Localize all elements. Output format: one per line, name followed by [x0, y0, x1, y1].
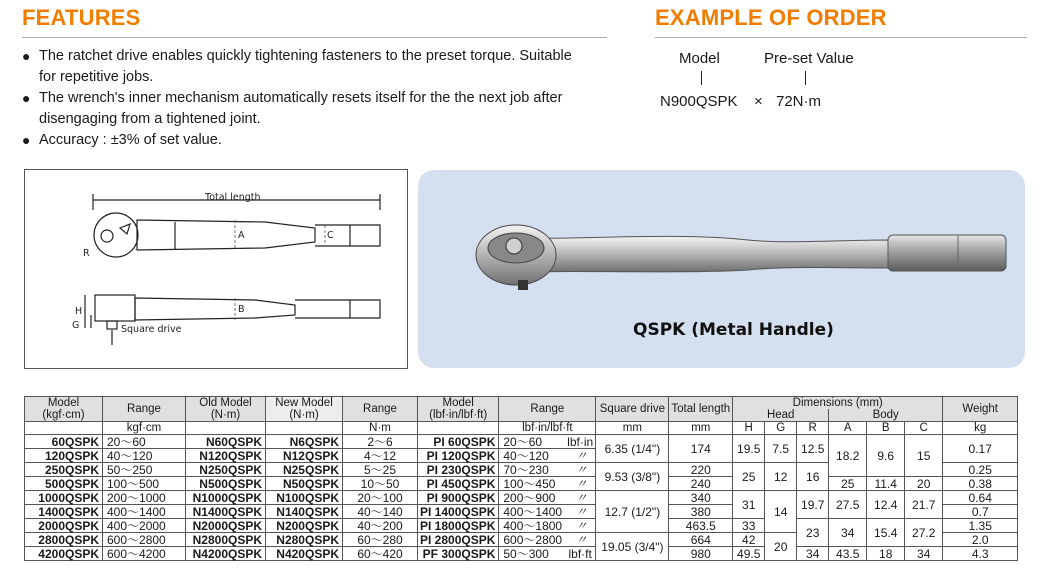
cell-a: 43.5 [829, 547, 867, 561]
cell-length: 664 [669, 533, 733, 547]
order-preset-connector [805, 71, 806, 85]
cell-range-nm: 4～12 [343, 449, 418, 463]
order-example [650, 48, 910, 118]
cell-h: 25 [733, 463, 765, 491]
cell-weight: 4.3 [943, 547, 1018, 561]
col-model: Model (kgf·cm) [25, 397, 103, 422]
cell-b: 15.4 [867, 519, 905, 547]
unit-cell: G [765, 422, 797, 435]
cell-lbf-model: PI 900QSPK [418, 491, 499, 505]
cell-length: 174 [669, 435, 733, 463]
cell-range: 200～1000 [103, 491, 186, 505]
cell-lbf-range: 400～1800 [499, 519, 565, 533]
cell-range-nm: 60～280 [343, 533, 418, 547]
cell-range: 100～500 [103, 477, 186, 491]
wrench-diagram [24, 169, 408, 369]
cell-lbf-unit: 〃 [565, 491, 596, 505]
total-length-label: Total length [205, 192, 261, 203]
cell-range-nm: 2～6 [343, 435, 418, 449]
cell-length: 980 [669, 547, 733, 561]
cell-lbf-range: 40～120 [499, 449, 565, 463]
order-model-label: Model [679, 50, 720, 67]
cell-c: 20 [905, 477, 943, 491]
bullet-icon: ● [22, 48, 31, 64]
product-photo-panel [418, 170, 1025, 368]
col-new-model: New Model (N·m) [266, 397, 343, 422]
cell-length: 220 [669, 463, 733, 477]
cell-range-nm: 5～25 [343, 463, 418, 477]
cell-new-model: N25QSPK [266, 463, 343, 477]
cell-r: 19.7 [797, 491, 829, 519]
cell-length: 340 [669, 491, 733, 505]
cell-range-nm: 40～200 [343, 519, 418, 533]
unit-cell: A [829, 422, 867, 435]
unit-cell: C [905, 422, 943, 435]
cell-range: 400～2000 [103, 519, 186, 533]
cell-old-model: N1000QSPK [186, 491, 266, 505]
cell-lbf-model: PI 450QSPK [418, 477, 499, 491]
cell-h: 42 [733, 533, 765, 547]
cell-model: 2000QSPK [25, 519, 103, 533]
cell-lbf-range: 400～1400 [499, 505, 565, 519]
cell-r: 12.5 [797, 435, 829, 463]
cell-range: 600～2800 [103, 533, 186, 547]
cell-lbf-model: PI 60QSPK [418, 435, 499, 449]
col-body: Body [829, 409, 943, 422]
cell-old-model: N1400QSPK [186, 505, 266, 519]
unit-cell [418, 422, 499, 435]
cell-weight: 1.35 [943, 519, 1018, 533]
cell-range: 40～120 [103, 449, 186, 463]
cell-lbf-unit: 〃 [565, 463, 596, 477]
cell-new-model: N50QSPK [266, 477, 343, 491]
dim-r-label: R [83, 248, 90, 259]
cell-old-model: N500QSPK [186, 477, 266, 491]
dim-b-label: B [238, 304, 245, 315]
col-old-model: Old Model (N·m) [186, 397, 266, 422]
cell-square-drive: 19.05 (3/4") [596, 533, 669, 561]
cell-b: 18 [867, 547, 905, 561]
cell-r: 34 [797, 547, 829, 561]
unit-cell: mm [669, 422, 733, 435]
col-range-nm: Range [343, 397, 418, 422]
table-row [25, 435, 1018, 449]
dim-c-label: C [327, 230, 334, 241]
order-model-value: N900QSPK [660, 93, 738, 110]
cell-h: 31 [733, 491, 765, 519]
table-row [25, 547, 1018, 561]
col-square-drive: Square drive [596, 397, 669, 422]
cell-lbf-range: 20～60 [499, 435, 565, 449]
col-weight: Weight [943, 397, 1018, 422]
cell-a: 18.2 [829, 435, 867, 477]
feature-text: Accuracy : ±3% of set value. [39, 132, 222, 148]
unit-cell: H [733, 422, 765, 435]
unit-cell: mm [596, 422, 669, 435]
cell-square-drive: 12.7 (1/2") [596, 491, 669, 533]
spec-table [24, 396, 1018, 561]
cell-square-drive: 6.35 (1/4") [596, 435, 669, 463]
cell-length: 380 [669, 505, 733, 519]
unit-cell: N·m [343, 422, 418, 435]
square-drive-label: Square drive [121, 324, 182, 335]
cell-a: 34 [829, 519, 867, 547]
cell-lbf-unit: 〃 [565, 519, 596, 533]
features-title-rule [22, 37, 607, 38]
cell-lbf-range: 600～2800 [499, 533, 565, 547]
cell-model: 1000QSPK [25, 491, 103, 505]
cell-weight: 0.64 [943, 491, 1018, 505]
unit-cell: R [797, 422, 829, 435]
cell-range-nm: 20～100 [343, 491, 418, 505]
cell-b: 9.6 [867, 435, 905, 477]
cell-lbf-model: PI 230QSPK [418, 463, 499, 477]
cell-range: 400～1400 [103, 505, 186, 519]
features-title: FEATURES [22, 5, 141, 30]
cell-c: 34 [905, 547, 943, 561]
cell-lbf-model: PF 300QSPK [418, 547, 499, 561]
order-model-connector [701, 71, 702, 85]
cell-model: 250QSPK [25, 463, 103, 477]
cell-lbf-unit: 〃 [565, 449, 596, 463]
cell-lbf-unit: 〃 [565, 505, 596, 519]
cell-lbf-model: PI 1800QSPK [418, 519, 499, 533]
unit-cell [25, 422, 103, 435]
cell-h: 33 [733, 519, 765, 533]
photo-caption: QSPK (Metal Handle) [633, 320, 834, 340]
cell-length: 463.5 [669, 519, 733, 533]
cell-old-model: N120QSPK [186, 449, 266, 463]
cell-lbf-range: 70～230 [499, 463, 565, 477]
cell-new-model: N280QSPK [266, 533, 343, 547]
cell-old-model: N250QSPK [186, 463, 266, 477]
feature-item [22, 46, 582, 88]
col-range-lbf: Range [499, 397, 596, 422]
col-dimensions: Dimensions (mm) [733, 397, 943, 410]
bullet-icon: ● [22, 132, 31, 148]
features-list [22, 46, 582, 151]
cell-a: 25 [829, 477, 867, 491]
cell-lbf-range: 50～300 [499, 547, 565, 561]
cell-range-nm: 10～50 [343, 477, 418, 491]
cell-weight: 0.17 [943, 435, 1018, 463]
cell-b: 12.4 [867, 491, 905, 519]
cell-h: 19.5 [733, 435, 765, 463]
cell-new-model: N420QSPK [266, 547, 343, 561]
cell-model: 4200QSPK [25, 547, 103, 561]
cell-range-nm: 40～140 [343, 505, 418, 519]
cell-old-model: N60QSPK [186, 435, 266, 449]
cell-model: 500QSPK [25, 477, 103, 491]
cell-range: 50～250 [103, 463, 186, 477]
cell-g: 7.5 [765, 435, 797, 463]
cell-new-model: N6QSPK [266, 435, 343, 449]
cell-range: 20～60 [103, 435, 186, 449]
cell-g: 14 [765, 491, 797, 533]
cell-c: 15 [905, 435, 943, 477]
cell-c: 27.2 [905, 519, 943, 547]
cell-g: 20 [765, 533, 797, 561]
table-row [25, 491, 1018, 505]
feature-item [22, 130, 582, 151]
cell-b: 11.4 [867, 477, 905, 491]
cell-old-model: N4200QSPK [186, 547, 266, 561]
cell-c: 21.7 [905, 491, 943, 519]
cell-range-nm: 60～420 [343, 547, 418, 561]
col-total-length: Total length [669, 397, 733, 422]
unit-cell [186, 422, 266, 435]
cell-length: 240 [669, 477, 733, 491]
dim-a-label: A [238, 230, 245, 241]
cell-new-model: N140QSPK [266, 505, 343, 519]
cell-square-drive: 9.53 (3/8") [596, 463, 669, 491]
unit-cell: kg [943, 422, 1018, 435]
table-row [25, 519, 1018, 533]
cell-lbf-unit: 〃 [565, 477, 596, 491]
cell-lbf-range: 100～450 [499, 477, 565, 491]
table-row [25, 477, 1018, 491]
cell-model: 120QSPK [25, 449, 103, 463]
bullet-icon: ● [22, 90, 31, 106]
cell-r: 23 [797, 519, 829, 547]
cell-lbf-unit: lbf·ft [565, 547, 596, 561]
cell-h: 49.5 [733, 547, 765, 561]
cell-g: 12 [765, 463, 797, 491]
col-range: Range [103, 397, 186, 422]
col-model-lbf: Model (lbf·in/lbf·ft) [418, 397, 499, 422]
cell-r: 16 [797, 463, 829, 491]
cell-weight: 0.7 [943, 505, 1018, 519]
cell-new-model: N200QSPK [266, 519, 343, 533]
cell-range: 600～4200 [103, 547, 186, 561]
order-preset-label: Pre-set Value [764, 50, 854, 67]
feature-text: The ratchet drive enables quickly tightening fasteners to the preset torque. Suitable for repetitive jobs. [39, 48, 572, 85]
cell-weight: 2.0 [943, 533, 1018, 547]
cell-new-model: N12QSPK [266, 449, 343, 463]
order-preset-value: 72N·m [776, 93, 822, 110]
cell-model: 60QSPK [25, 435, 103, 449]
cell-lbf-unit: lbf·in [565, 435, 596, 449]
dim-h-label: H [75, 306, 83, 317]
dim-g-label: G [72, 320, 80, 331]
unit-cell: B [867, 422, 905, 435]
cell-weight: 0.25 [943, 463, 1018, 477]
order-title-rule [655, 37, 1027, 38]
table-header-row [25, 397, 1018, 410]
cell-old-model: N2800QSPK [186, 533, 266, 547]
cell-lbf-unit: 〃 [565, 533, 596, 547]
cell-weight: 0.38 [943, 477, 1018, 491]
cell-new-model: N100QSPK [266, 491, 343, 505]
cell-model: 2800QSPK [25, 533, 103, 547]
cell-lbf-model: PI 2800QSPK [418, 533, 499, 547]
cell-lbf-model: PI 120QSPK [418, 449, 499, 463]
order-times: × [754, 93, 763, 110]
feature-text: The wrench's inner mechanism automatically resets itself for the the next job after disengaging from a tightened joint. [39, 90, 563, 127]
cell-old-model: N2000QSPK [186, 519, 266, 533]
cell-lbf-model: PI 1400QSPK [418, 505, 499, 519]
cell-lbf-range: 200～900 [499, 491, 565, 505]
unit-cell: lbf·in/lbf·ft [499, 422, 596, 435]
unit-cell: kgf·cm [103, 422, 186, 435]
unit-cell [266, 422, 343, 435]
cell-model: 1400QSPK [25, 505, 103, 519]
order-title: EXAMPLE OF ORDER [655, 5, 887, 30]
feature-item [22, 88, 582, 130]
col-head: Head [733, 409, 829, 422]
table-unit-row [25, 422, 1018, 435]
cell-a: 27.5 [829, 491, 867, 519]
